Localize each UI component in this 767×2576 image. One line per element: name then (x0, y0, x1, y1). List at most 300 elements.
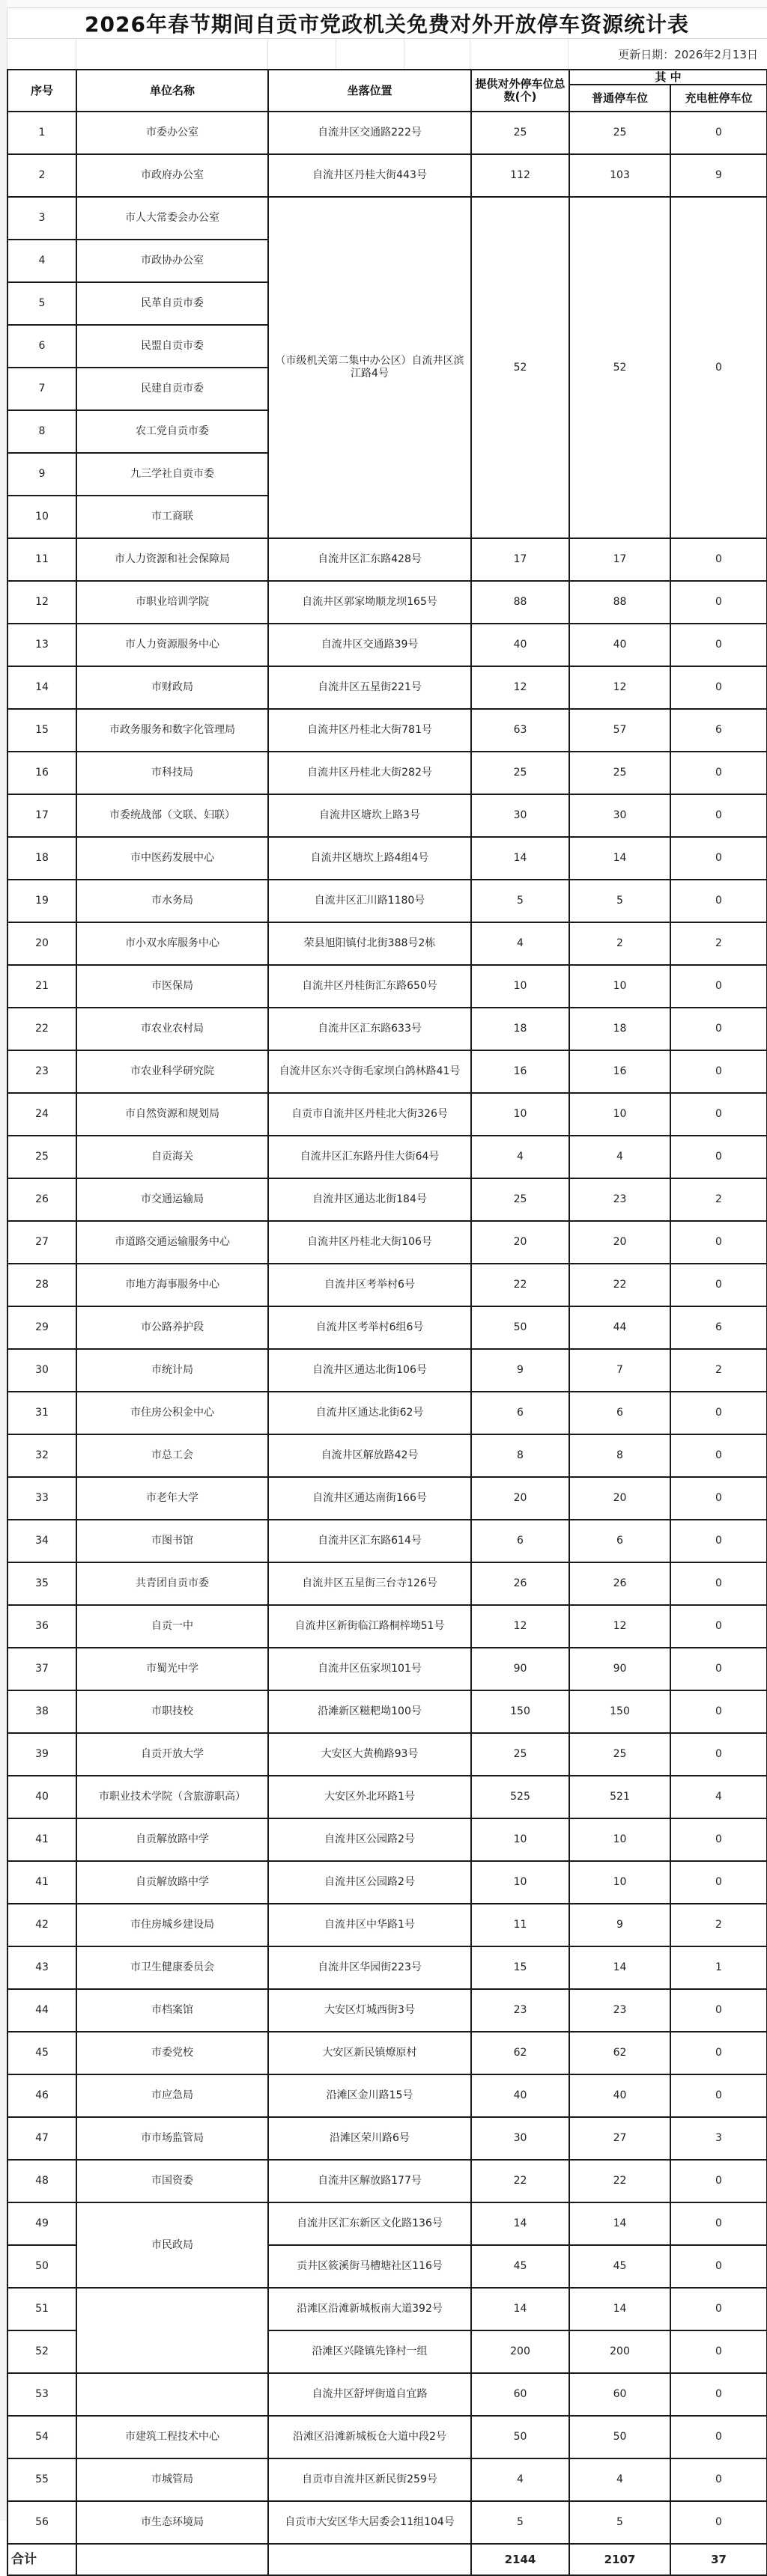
table-row (7, 1136, 767, 1178)
cell-charging: 0 (670, 2501, 767, 2544)
cell-total: 40 (471, 624, 569, 666)
cell-unit: 市公路养护段 (76, 1306, 268, 1349)
cell-charging: 0 (670, 2330, 767, 2373)
cell-unit (76, 2373, 268, 2416)
cell-location: 自流井区郭家坳顺龙坝165号 (268, 581, 471, 624)
cell-charging: 0 (670, 1861, 767, 1904)
sheet-column-header-strip (7, 0, 767, 8)
table-row (7, 666, 767, 709)
cell-regular: 150 (569, 1690, 670, 1733)
cell-regular: 14 (569, 837, 670, 880)
table-row (7, 581, 767, 624)
cell-charging: 2 (670, 1178, 767, 1221)
cell-regular: 12 (569, 666, 670, 709)
date-row (7, 39, 767, 70)
cell-charging: 0 (670, 2160, 767, 2202)
cell-location: 自流井区丹桂北大街106号 (268, 1221, 471, 1264)
cell-seq: 46 (7, 2074, 76, 2117)
cell-location: 自流井区五星街221号 (268, 666, 471, 709)
cell-unit: 市农业科学研究院 (76, 1050, 268, 1093)
header-charging: 充电桩停车位 (670, 85, 767, 112)
cell-regular: 26 (569, 1562, 670, 1605)
cell-charging: 0 (670, 837, 767, 880)
cell-charging: 0 (670, 2074, 767, 2117)
cell-charging: 3 (670, 2117, 767, 2160)
cell-location: 自流井区通达北街106号 (268, 1349, 471, 1392)
cell-unit: 市农业农村局 (76, 1008, 268, 1050)
cell-charging: 0 (670, 1648, 767, 1690)
cell-location: 自流井区汇川路1180号 (268, 880, 471, 922)
cell-charging: 0 (670, 1392, 767, 1434)
cell-location: 自流井区解放路177号 (268, 2160, 471, 2202)
cell-unit: 市建筑工程技术中心 (76, 2416, 268, 2458)
cell-regular: 30 (569, 794, 670, 837)
cell-unit: 市政府办公室 (76, 154, 268, 197)
cell-location: 自流井区中华路1号 (268, 1904, 471, 1946)
cell-unit: 市委统战部（文联、妇联） (76, 794, 268, 837)
cell-location: 自流井区东兴寺街毛家坝白鸽林路41号 (268, 1050, 471, 1093)
cell-regular: 200 (569, 2330, 670, 2373)
cell-seq: 9 (7, 453, 76, 496)
cell-total: 10 (471, 1818, 569, 1861)
cell-seq: 20 (7, 922, 76, 965)
cell-location: 自流井区汇东路丹佳大街64号 (268, 1136, 471, 1178)
table-row (7, 965, 767, 1008)
cell-seq: 31 (7, 1392, 76, 1434)
cell-charging: 2 (670, 922, 767, 965)
cell-charging: 0 (670, 2032, 767, 2074)
cell-seq: 28 (7, 1264, 76, 1306)
cell-total: 4 (471, 922, 569, 965)
cell-location: 自流井区丹桂北大街282号 (268, 752, 471, 794)
cell-unit: 市职业培训学院 (76, 581, 268, 624)
cell-seq: 32 (7, 1434, 76, 1477)
table-row (7, 2074, 767, 2117)
cell-unit: 市政务服务和数字化管理局 (76, 709, 268, 752)
cell-seq: 52 (7, 2330, 76, 2373)
cell-total: 5 (471, 880, 569, 922)
cell-total: 18 (471, 1008, 569, 1050)
cell-unit: 民盟自贡市委 (76, 325, 268, 368)
header-total: 提供对外停车位总数(个) (471, 70, 569, 112)
cell-unit: 市中医药发展中心 (76, 837, 268, 880)
cell-unit: 市城管局 (76, 2458, 268, 2501)
cell-total: 90 (471, 1648, 569, 1690)
table-row (7, 1520, 767, 1562)
table-row (7, 2416, 767, 2458)
table-row (7, 1306, 767, 1349)
table-row (7, 709, 767, 752)
table-row (7, 1776, 767, 1818)
cell-total: 23 (471, 1989, 569, 2032)
table-row (7, 1477, 767, 1520)
cell-location: 自流井区塘坎上路4组4号 (268, 837, 471, 880)
cell-charging: 0 (670, 197, 767, 538)
cell-total: 60 (471, 2373, 569, 2416)
cell-regular: 20 (569, 1477, 670, 1520)
cell-unit: 市老年大学 (76, 1477, 268, 1520)
cell-seq: 12 (7, 581, 76, 624)
cell-seq: 21 (7, 965, 76, 1008)
grid-divider (267, 39, 268, 69)
cell-location: 自流井区汇东路633号 (268, 1008, 471, 1050)
cell-unit: 市科技局 (76, 752, 268, 794)
cell-charging: 0 (670, 2202, 767, 2245)
cell-unit: 市统计局 (76, 1349, 268, 1392)
table-row (7, 154, 767, 197)
cell-charging: 0 (670, 880, 767, 922)
table-row (7, 1904, 767, 1946)
cell-unit: 市市场监管局 (76, 2117, 268, 2160)
header-of-which: 其 中 (569, 70, 767, 85)
cell-charging: 4 (670, 1776, 767, 1818)
cell-total: 525 (471, 1776, 569, 1818)
cell-unit (76, 2288, 268, 2373)
cell-seq: 24 (7, 1093, 76, 1136)
cell-seq: 40 (7, 1776, 76, 1818)
cell-unit: 市人力资源服务中心 (76, 624, 268, 666)
cell-regular: 25 (569, 1733, 670, 1776)
cell-unit: 市住房城乡建设局 (76, 1904, 268, 1946)
cell-location: 自流井区丹桂大街443号 (268, 154, 471, 197)
table-row (7, 112, 767, 154)
cell-total: 16 (471, 1050, 569, 1093)
cell-unit: 农工党自贡市委 (76, 410, 268, 453)
cell-regular: 25 (569, 752, 670, 794)
cell-location: 沿滩区荣川路6号 (268, 2117, 471, 2160)
cell-charging: 6 (670, 709, 767, 752)
table-row (7, 1690, 767, 1733)
cell-unit: 市人大常委会办公室 (76, 197, 268, 240)
table-row (7, 1434, 767, 1477)
cell-unit: 市总工会 (76, 1434, 268, 1477)
cell-regular: 7 (569, 1349, 670, 1392)
cell-unit: 市道路交通运输服务中心 (76, 1221, 268, 1264)
cell-total: 150 (471, 1690, 569, 1733)
header-regular: 普通停车位 (569, 85, 670, 112)
cell-regular: 22 (569, 1264, 670, 1306)
cell-location: 自流井区考举村6组6号 (268, 1306, 471, 1349)
table-row (7, 2032, 767, 2074)
cell-location: 自流井区通达北街62号 (268, 1392, 471, 1434)
cell-regular: 6 (569, 1520, 670, 1562)
cell-regular: 23 (569, 1989, 670, 2032)
cell-seq: 49 (7, 2202, 76, 2245)
cell-seq: 51 (7, 2288, 76, 2330)
cell-location: 自流井区通达北街184号 (268, 1178, 471, 1221)
table-row (7, 2501, 767, 2544)
cell-location: 沿滩区金川路15号 (268, 2074, 471, 2117)
header-seq: 序号 (7, 70, 76, 112)
cell-charging: 0 (670, 965, 767, 1008)
cell-unit: 市委党校 (76, 2032, 268, 2074)
cell-unit: 自贡开放大学 (76, 1733, 268, 1776)
cell-unit: 市财政局 (76, 666, 268, 709)
cell-charging: 0 (670, 1050, 767, 1093)
cell-unit: 市图书馆 (76, 1520, 268, 1562)
cell-unit: 市委办公室 (76, 112, 268, 154)
cell-charging: 0 (670, 1818, 767, 1861)
cell-seq: 45 (7, 2032, 76, 2074)
cell-total: 22 (471, 1264, 569, 1306)
cell-regular: 88 (569, 581, 670, 624)
cell-seq: 35 (7, 1562, 76, 1605)
cell-total: 10 (471, 1861, 569, 1904)
cell-charging: 0 (670, 794, 767, 837)
cell-unit: 共青团自贡市委 (76, 1562, 268, 1605)
cell-charging: 0 (670, 1562, 767, 1605)
cell-seq: 7 (7, 368, 76, 410)
cell-seq: 55 (7, 2458, 76, 2501)
cell-seq: 47 (7, 2117, 76, 2160)
cell-location: 大安区新民镇燎原村 (268, 2032, 471, 2074)
cell-charging: 0 (670, 1690, 767, 1733)
cell-seq: 16 (7, 752, 76, 794)
cell-regular: 10 (569, 1093, 670, 1136)
cell-location: 自流井区伍家坝101号 (268, 1648, 471, 1690)
table-row (7, 1605, 767, 1648)
cell-location: 沿滩新区糍粑坳100号 (268, 1690, 471, 1733)
cell-unit: 自贡海关 (76, 1136, 268, 1178)
table-row (7, 1562, 767, 1605)
total-label: 合计 (7, 2544, 76, 2575)
cell-charging: 0 (670, 2245, 767, 2288)
table-row (7, 2288, 767, 2330)
cell-location: 自流井区通达南街166号 (268, 1477, 471, 1520)
cell-regular: 22 (569, 2160, 670, 2202)
cell-seq: 4 (7, 240, 76, 282)
cell-charging: 0 (670, 581, 767, 624)
cell-regular: 17 (569, 538, 670, 581)
cell-unit: 市交通运输局 (76, 1178, 268, 1221)
cell-charging: 0 (670, 752, 767, 794)
cell-total: 6 (471, 1520, 569, 1562)
cell-charging: 0 (670, 1989, 767, 2032)
table-row (7, 2117, 767, 2160)
cell-regular: 14 (569, 2288, 670, 2330)
cell-location: 自流井区汇东路428号 (268, 538, 471, 581)
cell-charging: 0 (670, 538, 767, 581)
cell-total: 30 (471, 2117, 569, 2160)
cell-total: 10 (471, 965, 569, 1008)
table-row (7, 752, 767, 794)
cell-charging: 0 (670, 2288, 767, 2330)
cell-regular: 50 (569, 2416, 670, 2458)
table-row (7, 922, 767, 965)
table-row (7, 1349, 767, 1392)
cell-charging: 0 (670, 1520, 767, 1562)
cell-location: 自流井区五星街三台寺126号 (268, 1562, 471, 1605)
header-location: 坐落位置 (268, 70, 471, 112)
cell-seq: 17 (7, 794, 76, 837)
cell-seq: 44 (7, 1989, 76, 2032)
table-row (7, 1648, 767, 1690)
table-row (7, 2202, 767, 2245)
cell-location: 自贡市自流井区新民街259号 (268, 2458, 471, 2501)
totals-row (7, 2544, 767, 2575)
cell-seq: 26 (7, 1178, 76, 1221)
cell-regular: 16 (569, 1050, 670, 1093)
cell-unit: 市应急局 (76, 2074, 268, 2117)
cell-location: 自流井区公园路2号 (268, 1818, 471, 1861)
cell-total: 25 (471, 752, 569, 794)
cell-total: 5 (471, 2501, 569, 2544)
cell-regular: 2 (569, 922, 670, 965)
table-row (7, 1392, 767, 1434)
cell-seq: 3 (7, 197, 76, 240)
cell-charging: 0 (670, 1008, 767, 1050)
cell-total: 20 (471, 1477, 569, 1520)
parking-table (7, 69, 767, 2576)
cell-unit: 市职技校 (76, 1690, 268, 1733)
cell-regular: 27 (569, 2117, 670, 2160)
cell-seq: 42 (7, 1904, 76, 1946)
cell-seq: 8 (7, 410, 76, 453)
cell-regular: 40 (569, 2074, 670, 2117)
cell-charging: 0 (670, 1136, 767, 1178)
cell-unit: 市人力资源和社会保障局 (76, 538, 268, 581)
cell-unit: 市国资委 (76, 2160, 268, 2202)
cell-total: 26 (471, 1562, 569, 1605)
cell-charging: 0 (670, 1093, 767, 1136)
cell-total: 15 (471, 1946, 569, 1989)
cell-regular: 52 (569, 197, 670, 538)
table-row (7, 1221, 767, 1264)
total-regular: 2107 (569, 2544, 670, 2575)
table-row (7, 538, 767, 581)
cell-unit: 市自然资源和规划局 (76, 1093, 268, 1136)
cell-charging: 0 (670, 1434, 767, 1477)
table-row (7, 1008, 767, 1050)
cell-total: 30 (471, 794, 569, 837)
cell-seq: 41 (7, 1818, 76, 1861)
cell-regular: 60 (569, 2373, 670, 2416)
cell-empty (268, 2544, 471, 2575)
cell-regular: 10 (569, 965, 670, 1008)
total-charging: 37 (670, 2544, 767, 2575)
cell-location: 大安区外北环路1号 (268, 1776, 471, 1818)
cell-seq: 22 (7, 1008, 76, 1050)
cell-unit: 民革自贡市委 (76, 282, 268, 325)
cell-location: 大安区灯城西街3号 (268, 1989, 471, 2032)
cell-regular: 6 (569, 1392, 670, 1434)
cell-location: 自流井区汇东新区文化路136号 (268, 2202, 471, 2245)
grid-divider (568, 39, 569, 69)
table-row (7, 880, 767, 922)
cell-total: 12 (471, 666, 569, 709)
table-row (7, 1989, 767, 2032)
table-row (7, 1946, 767, 1989)
table-body (7, 112, 767, 2575)
cell-location: 自流井区舒坪街道自宜路 (268, 2373, 471, 2416)
cell-location: 沿滩区沿滩新城板南大道392号 (268, 2288, 471, 2330)
cell-charging: 0 (670, 2373, 767, 2416)
cell-total: 63 (471, 709, 569, 752)
cell-seq: 23 (7, 1050, 76, 1093)
cell-charging: 0 (670, 1733, 767, 1776)
cell-charging: 0 (670, 1605, 767, 1648)
cell-unit: 市水务局 (76, 880, 268, 922)
cell-regular: 90 (569, 1648, 670, 1690)
cell-unit: 市档案馆 (76, 1989, 268, 2032)
cell-seq: 19 (7, 880, 76, 922)
cell-seq: 25 (7, 1136, 76, 1178)
cell-seq: 38 (7, 1690, 76, 1733)
cell-location: 自流井区考举村6号 (268, 1264, 471, 1306)
cell-total: 62 (471, 2032, 569, 2074)
table-row (7, 1050, 767, 1093)
cell-total: 25 (471, 112, 569, 154)
cell-total: 9 (471, 1349, 569, 1392)
update-date: 更新日期：2026年2月13日 (618, 48, 758, 61)
cell-location: 自流井区华园街223号 (268, 1946, 471, 1989)
cell-total: 112 (471, 154, 569, 197)
cell-total: 4 (471, 2458, 569, 2501)
cell-total: 25 (471, 1733, 569, 1776)
cell-unit: 市住房公积金中心 (76, 1392, 268, 1434)
cell-location: 自流井区交通路222号 (268, 112, 471, 154)
cell-unit: 市政协办公室 (76, 240, 268, 282)
cell-seq: 10 (7, 496, 76, 538)
cell-location: 大安区大黄桷路93号 (268, 1733, 471, 1776)
cell-regular: 8 (569, 1434, 670, 1477)
cell-unit: 自贡解放路中学 (76, 1861, 268, 1904)
cell-seq: 14 (7, 666, 76, 709)
cell-unit: 九三学社自贡市委 (76, 453, 268, 496)
table-row (7, 197, 767, 240)
cell-seq: 6 (7, 325, 76, 368)
cell-total: 14 (471, 2288, 569, 2330)
cell-total: 17 (471, 538, 569, 581)
cell-charging: 0 (670, 2458, 767, 2501)
cell-location: 自流井区汇东路614号 (268, 1520, 471, 1562)
cell-total: 50 (471, 2416, 569, 2458)
cell-unit: 市生态环境局 (76, 2501, 268, 2544)
cell-unit: 民建自贡市委 (76, 368, 268, 410)
cell-total: 22 (471, 2160, 569, 2202)
cell-location: 自流井区解放路42号 (268, 1434, 471, 1477)
cell-unit: 市民政局 (76, 2202, 268, 2288)
cell-regular: 12 (569, 1605, 670, 1648)
cell-seq: 39 (7, 1733, 76, 1776)
cell-regular: 4 (569, 1136, 670, 1178)
table-row (7, 2373, 767, 2416)
cell-location: 沿滩区沿滩新城板仓大道中段2号 (268, 2416, 471, 2458)
cell-charging: 2 (670, 1904, 767, 1946)
page-title: 2026年春节期间自贡市党政机关免费对外开放停车资源统计表 (7, 8, 767, 39)
cell-regular: 18 (569, 1008, 670, 1050)
cell-location: 自贡市大安区华大居委会11组104号 (268, 2501, 471, 2544)
table-row (7, 1861, 767, 1904)
cell-total: 4 (471, 1136, 569, 1178)
cell-seq: 5 (7, 282, 76, 325)
cell-regular: 57 (569, 709, 670, 752)
cell-regular: 23 (569, 1178, 670, 1221)
cell-location: 自贡市自流井区丹桂北大街326号 (268, 1093, 471, 1136)
table-row (7, 1818, 767, 1861)
cell-total: 40 (471, 2074, 569, 2117)
table-row (7, 794, 767, 837)
cell-unit: 市工商联 (76, 496, 268, 538)
total-sum: 2144 (471, 2544, 569, 2575)
cell-seq: 36 (7, 1605, 76, 1648)
cell-unit: 市蜀光中学 (76, 1648, 268, 1690)
cell-location: 荣县旭阳镇付北街388号2栋 (268, 922, 471, 965)
table-row (7, 1264, 767, 1306)
cell-charging: 0 (670, 624, 767, 666)
cell-location: 沿滩区兴隆镇先锋村一组 (268, 2330, 471, 2373)
cell-location: 自流井区丹桂街汇东路650号 (268, 965, 471, 1008)
